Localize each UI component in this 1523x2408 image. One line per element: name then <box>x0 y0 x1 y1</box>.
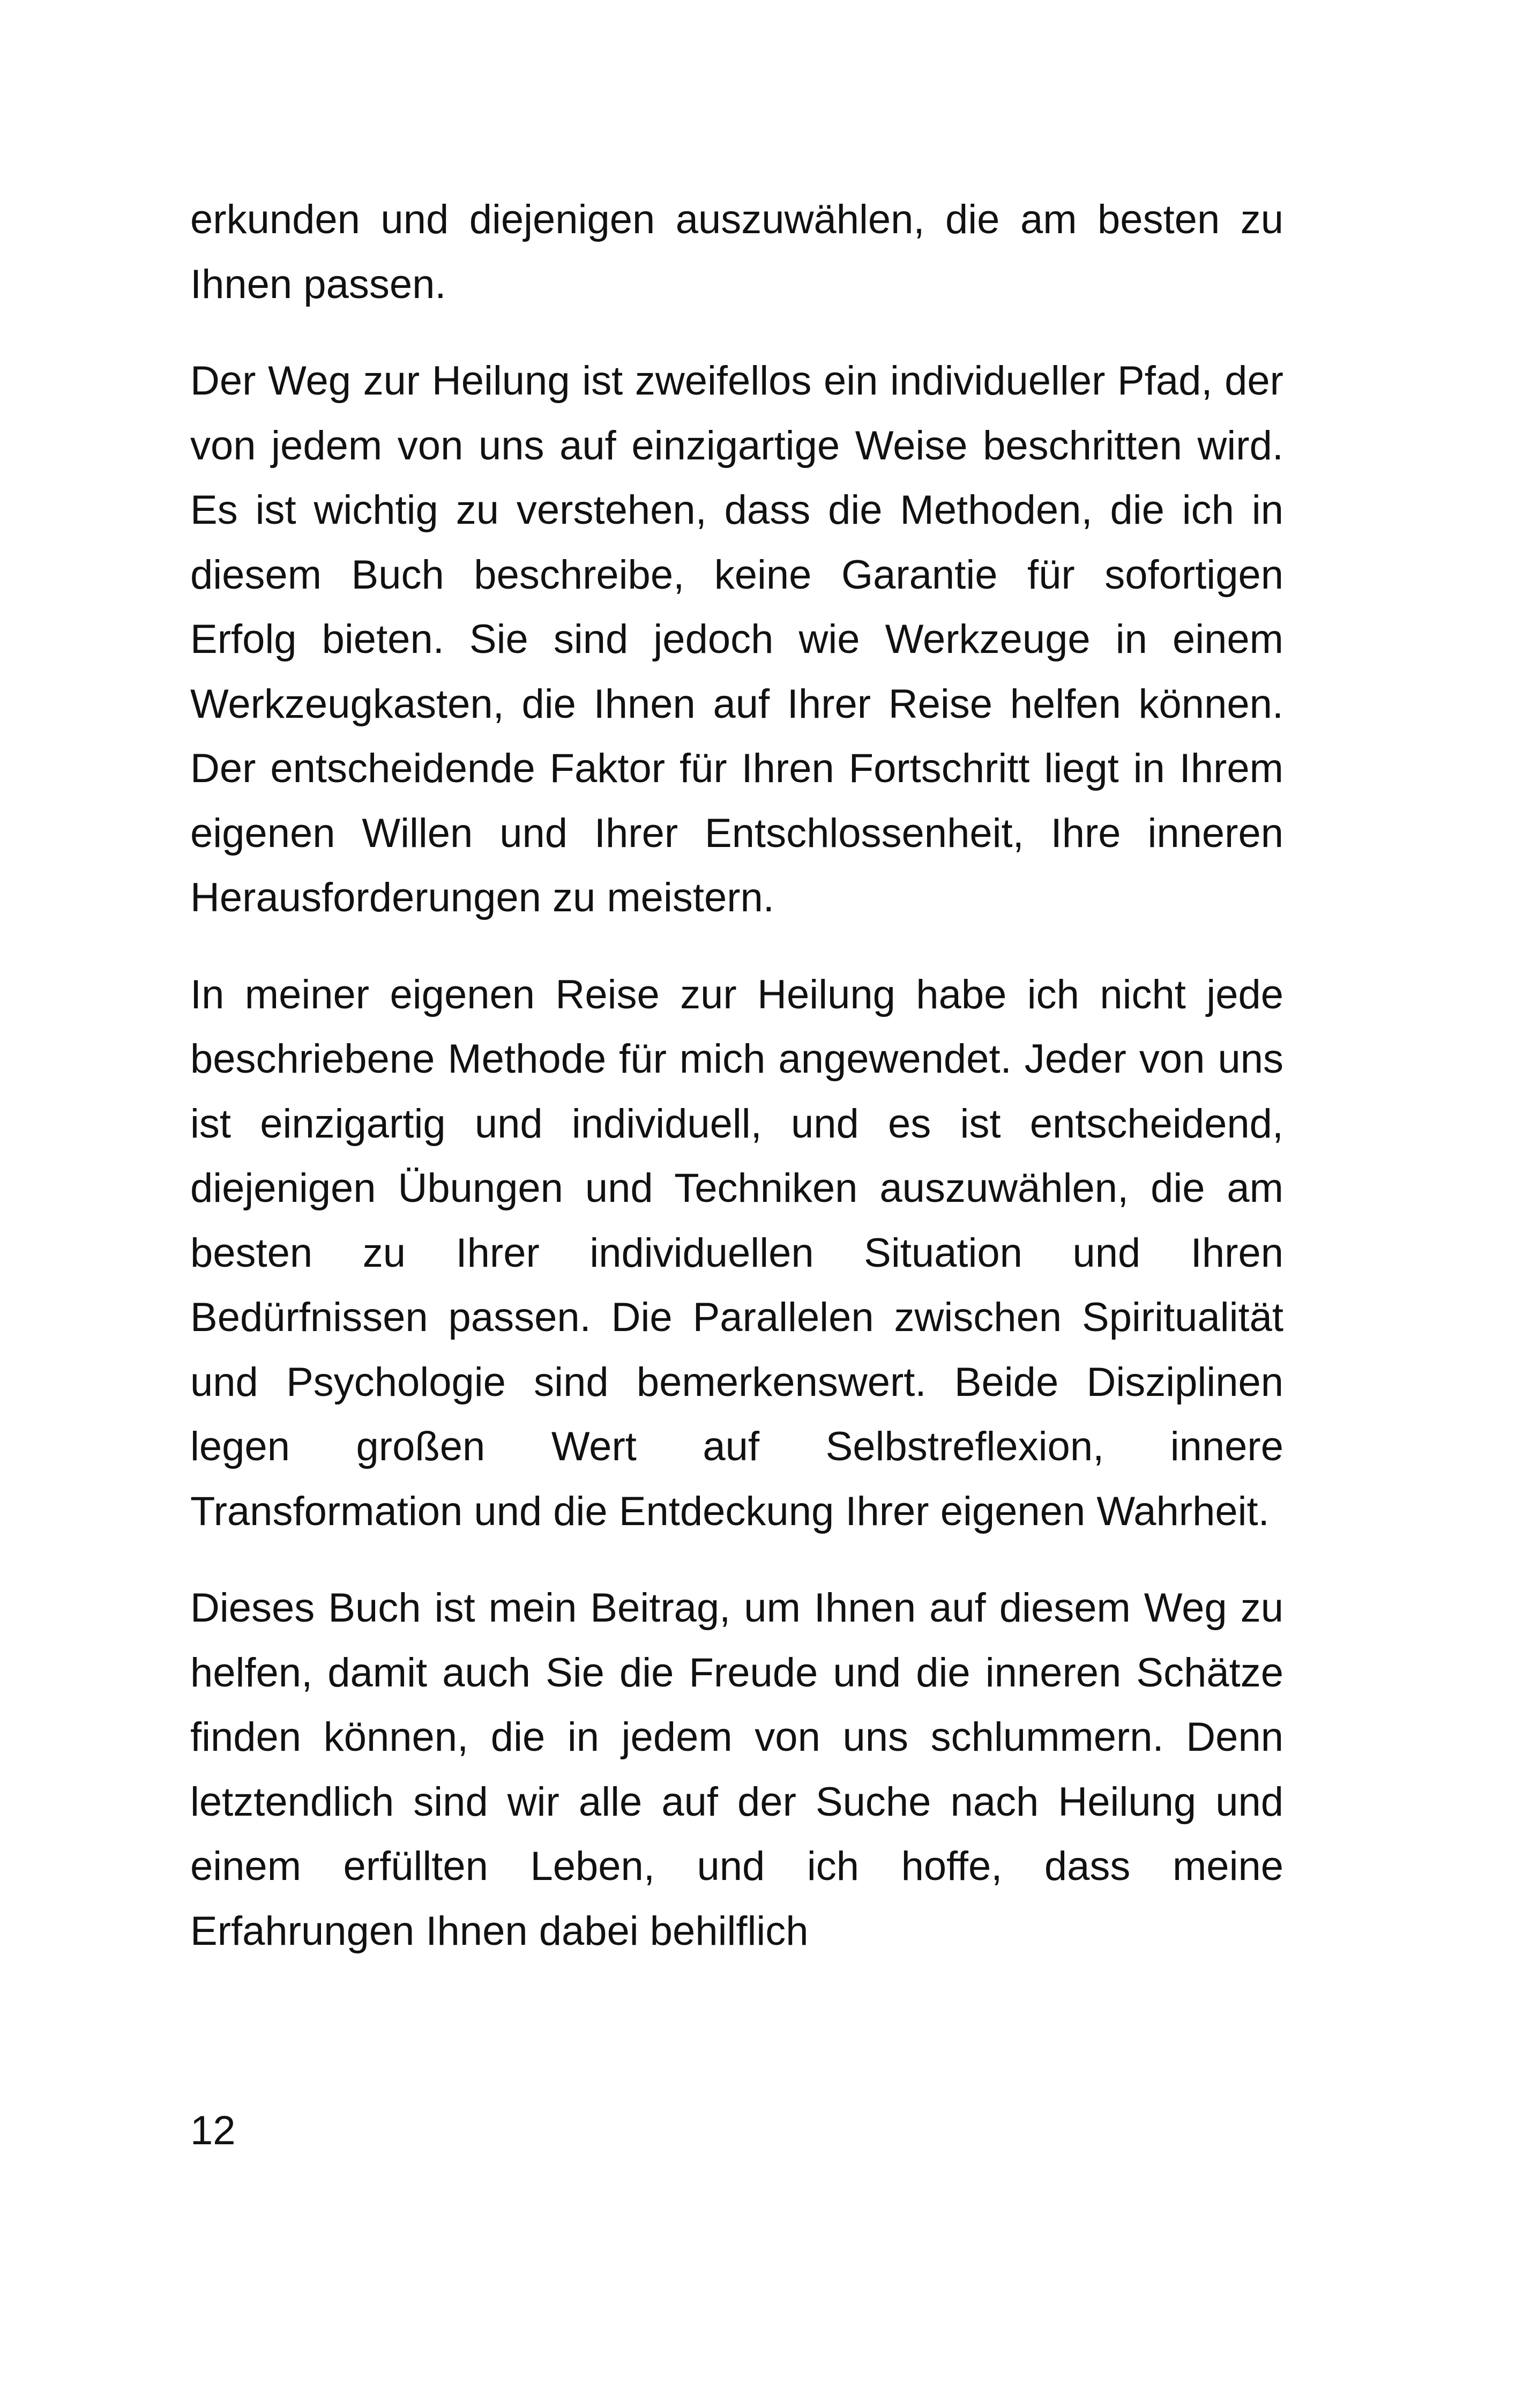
page-number: 12 <box>190 2108 236 2153</box>
paragraph-2: Der Weg zur Heilung ist zweifellos ein individueller Pfad, der von jedem von uns auf einzigartige Weise beschritten wird. Es ist wichtig zu verstehen, dass die Methoden, die ich in diesem Buch beschreibe, keine Garantie für sofortigen Erfolg bieten. Sie sind jedoch wie Werkzeuge in einem Werkzeugkasten, die Ihnen auf Ihrer Reise helfen können. Der entscheidende Faktor für Ihren Fortschritt liegt in Ihrem eigenen Willen und Ihrer Entschlossenheit, Ihre inneren Herausforderungen zu meistern. <box>190 358 1283 920</box>
paragraph-4: Dieses Buch ist mein Beitrag, um Ihnen auf diesem Weg zu helfen, damit auch Sie die Freude und die inneren Schätze finden können, die in jedem von uns schlummern. Denn letztendlich sind wir alle auf der Suche nach Heilung und einem erfüllten Leben, und ich hoffe, dass meine Erfahrungen Ihnen dabei behilflich <box>190 1585 1283 1954</box>
paragraph-3: In meiner eigenen Reise zur Heilung habe ich nicht jede beschriebene Methode für mich angewendet. Jeder von uns ist einzigartig und individuell, und es ist entscheidend, diejenigen Übungen und Techniken auszuwählen, die am besten zu Ihrer individuellen Situation und Ihren Bedürfnissen passen. Die Parallelen zwischen Spiritualität und Psychologie sind bemerkenswert. Beide Disziplinen legen großen Wert auf Selbstreflexion, innere Transformation und die Entdeckung Ihrer eigenen Wahrheit. <box>190 971 1283 1534</box>
paragraph-1: erkunden und diejenigen auszuwählen, die am besten zu Ihnen passen. <box>190 197 1283 307</box>
page-body <box>190 188 1283 1996</box>
